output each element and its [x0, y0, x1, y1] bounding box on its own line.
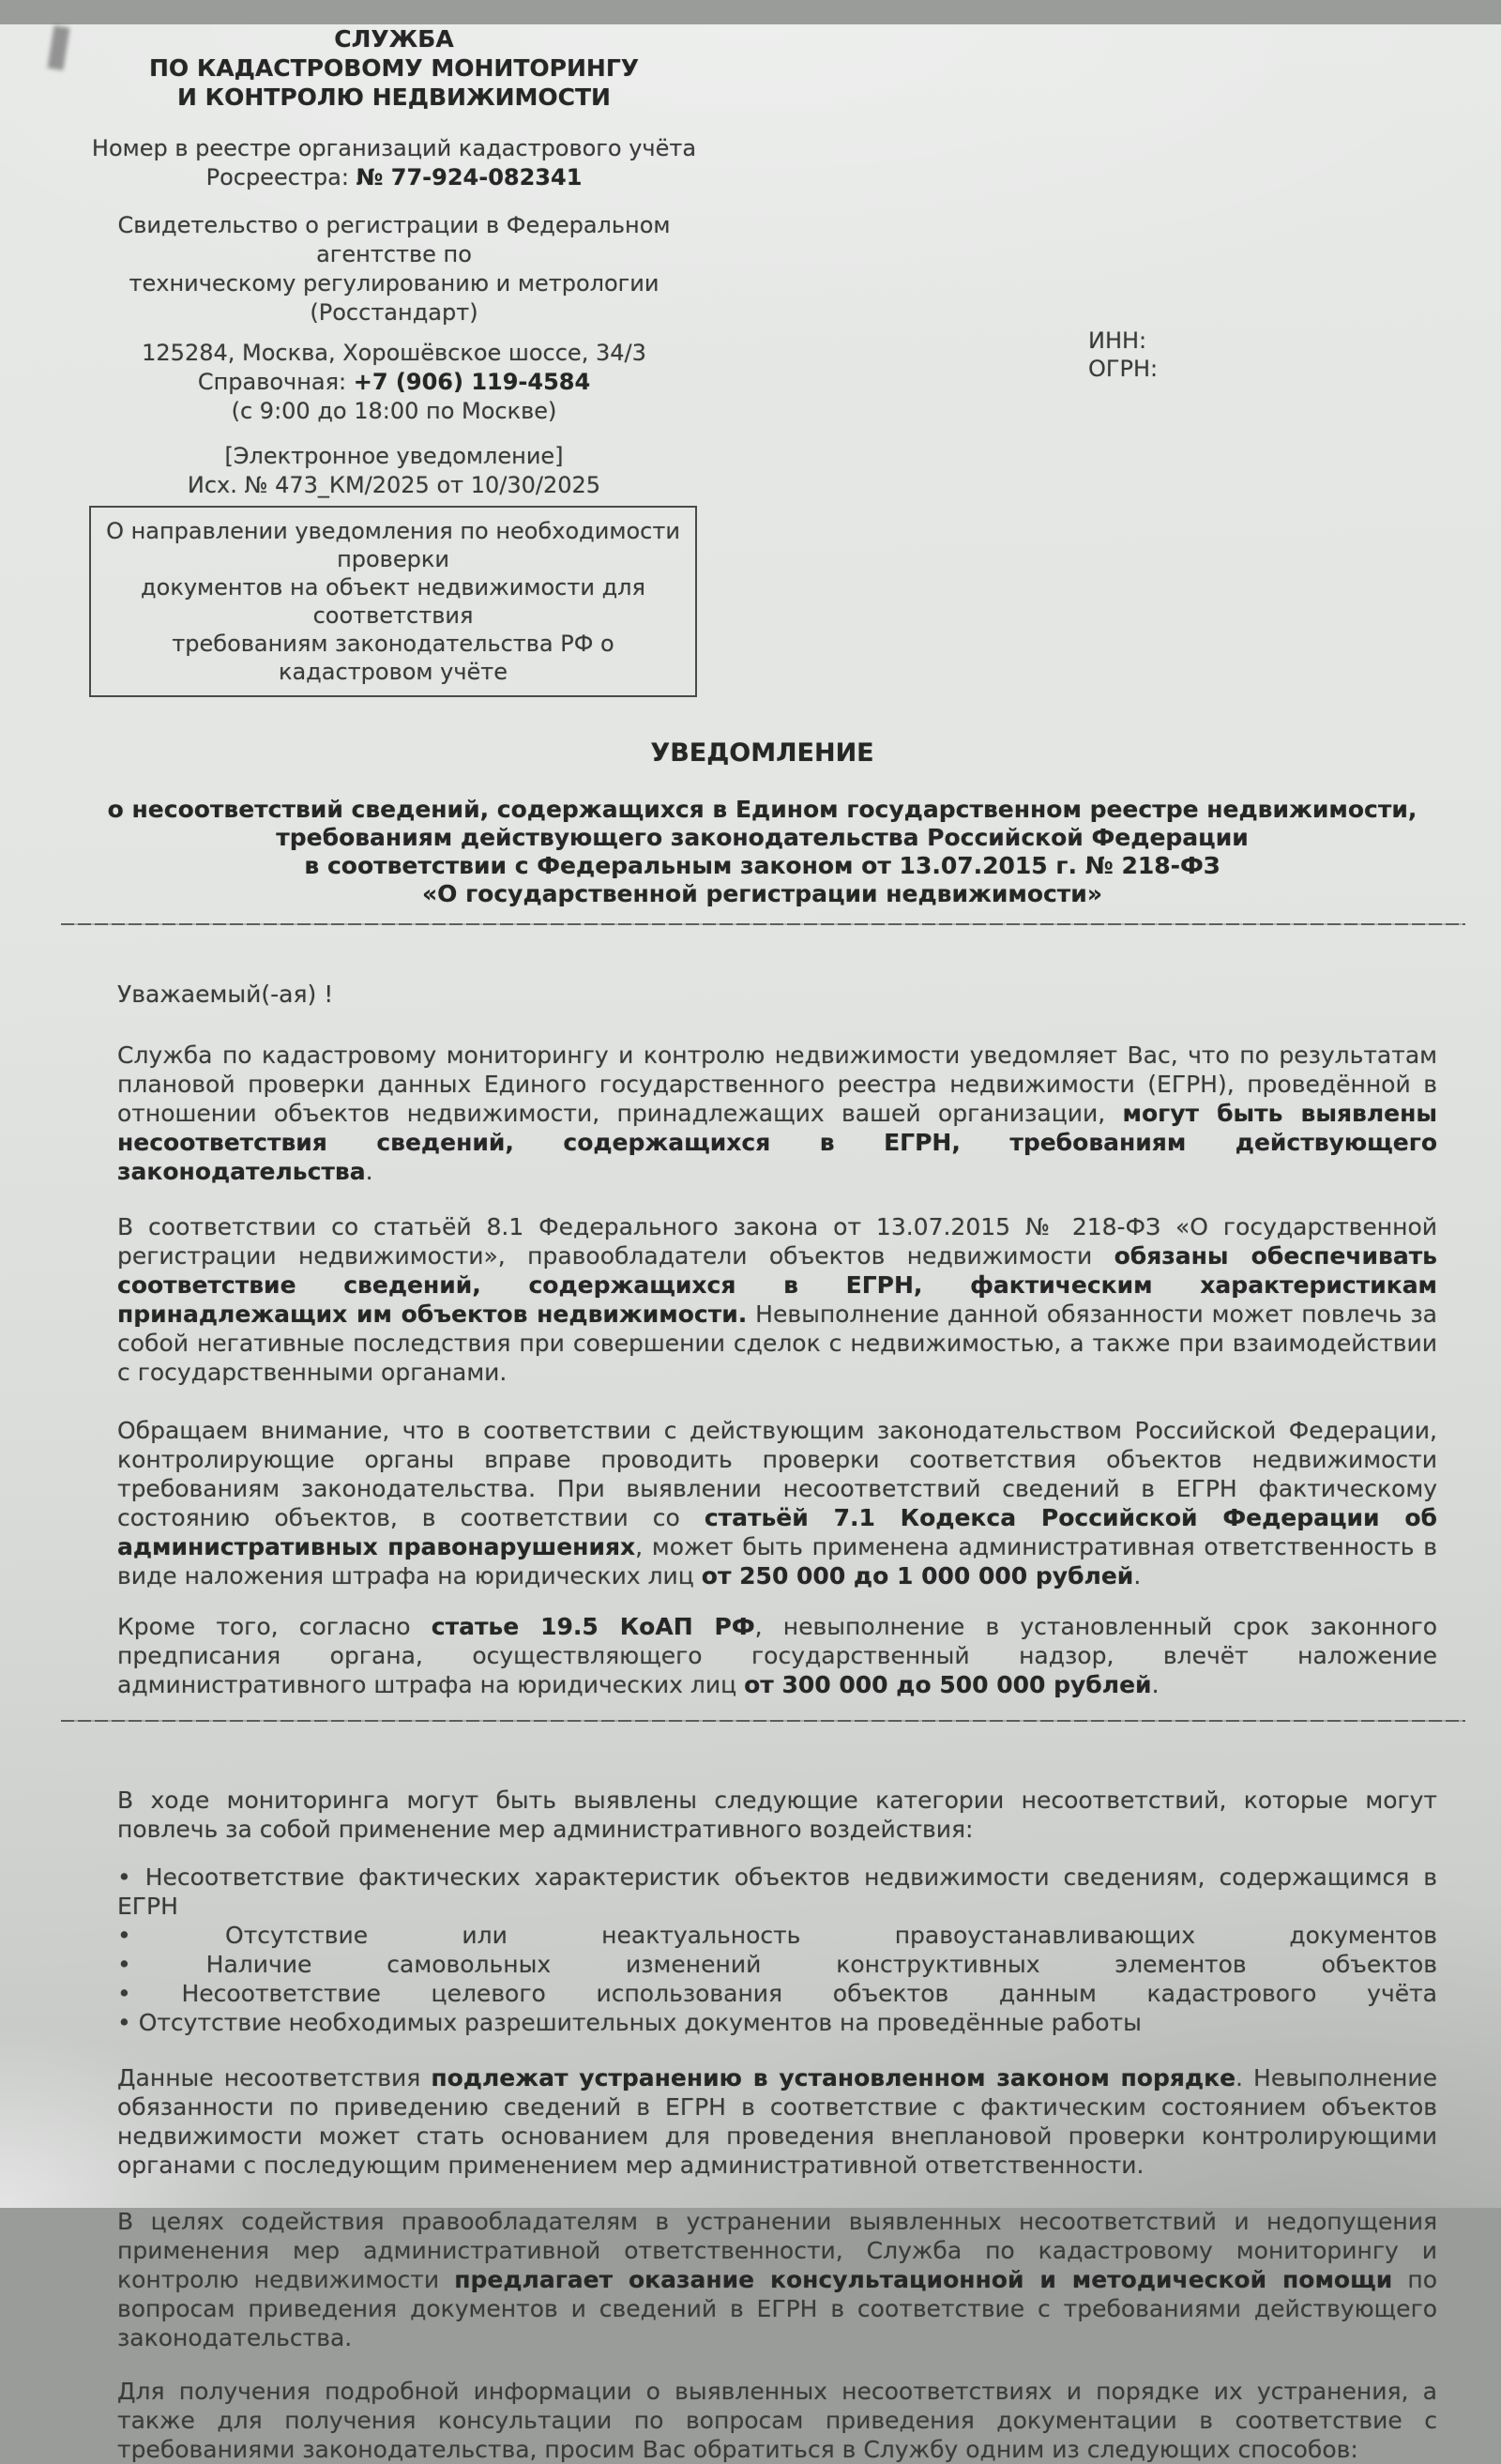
doc-subtitle [61, 796, 1463, 908]
notice-meta [80, 442, 708, 500]
text-run: Невыполнение данной обязанности может повлечь за собой негативные последствия при совершении сделок с недвижимостью, а также при взаимодействии с государственными органами. [117, 1300, 1437, 1386]
ogrn-label: ОГРН: [1088, 356, 1159, 382]
divider-top [61, 923, 1465, 925]
text-line: СЛУЖБА [334, 25, 454, 53]
text-line: требованиям действующего законодательства Российской Федерации [276, 824, 1249, 851]
bullet-item: • Несоответствие фактических характеристик объектов недвижимости сведениям, содержащимся в ЕГРН [117, 1863, 1437, 1920]
text-run: В ходе мониторинга могут быть выявлены следующие категории несоответствий, которые могут повлечь за собой применение мер административного воздействия: [117, 1787, 1437, 1843]
bullet-item: • Отсутствие необходимых разрешительных документов на проведённые работы [117, 2009, 1142, 2036]
text-run: Данные несоответствия [117, 2064, 432, 2091]
text-run: В целях содействия правообладателям в устранении выявленных несоответствий и недопущения применения мер административной ответственности, Служба по кадастровому мониторингу и контролю недвижимости [117, 2208, 1437, 2293]
bold-text-run: могут быть выявлены несоответствия сведений, содержащихся в ЕГРН, требованиям действующего законодательства [117, 1100, 1437, 1185]
text-run: Обращаем внимание, что в соответствии с действующим законодательством Российской Федерации, контролирующие органы вправе проводить проверки соответствия объектов недвижимости требованиям законодательства. При выявлении несоответствий сведений в ЕГРН фактическому состоянию объектов, в соответствии со [117, 1417, 1437, 1531]
registry-number [80, 163, 708, 192]
text-run: Служба по кадастровому мониторингу и контролю недвижимости уведомляет Вас, что по результатам плановой проверки данных Единого государственного реестра недвижимости (ЕГРН), проведённой в отношении объектов недвижимости, принадлежащих вашей организации, [117, 1042, 1437, 1127]
bold-text-run: статье 19.5 КоАП РФ [431, 1613, 755, 1640]
registry-line: Номер в реестре организаций кадастрового учёта [91, 135, 697, 161]
company-codes [1088, 327, 1158, 383]
org-name [80, 24, 708, 112]
bullet-item: • Несоответствие целевого использования объектов данным кадастрового учёта [117, 1980, 1437, 2007]
paragraph-monitoring-intro [117, 1786, 1437, 1844]
paragraph-remediation [117, 2063, 1437, 2180]
bullet-item: • Отсутствие или неактуальность правоустанавливающих документов [117, 1922, 1437, 1949]
scanned-letter-page [0, 24, 1501, 2463]
registry-block [80, 134, 708, 192]
paragraph-law-218fz [117, 1212, 1437, 1387]
bold-text-run: обязаны обеспечивать соответствие сведений, содержащихся в ЕГРН, фактическим характеристикам принадлежащих им объектов недвижимости. [117, 1242, 1437, 1328]
text-run: . [365, 1158, 373, 1185]
bold-text-run: статьёй 7.1 Кодекса Российской Федерации об административных правонарушениях [117, 1504, 1437, 1560]
bold-text-run: предлагает оказание консультационной и методической помощи [454, 2266, 1393, 2293]
text-run: , может быть применена административная ответственность в виде наложения штрафа на юридических лиц [117, 1533, 1437, 1589]
text-run: . [1133, 1562, 1142, 1589]
text-run: Кроме того, согласно [117, 1613, 432, 1640]
inn-label: ИНН: [1088, 327, 1147, 354]
text-run: , невыполнение в установленный срок законного предписания органа, осуществляющего государственный надзор, влечёт наложение административного штрафа на юридических лиц [117, 1613, 1437, 1698]
letterhead [80, 24, 708, 697]
text-line: О направлении уведомления по необходимости проверки [106, 518, 680, 572]
paragraph-fines-19-5 [117, 1612, 1437, 1699]
text-line: ПО КАДАСТРОВОМУ МОНИТОРИНГУ [148, 54, 640, 82]
text-line: в соответствии с Федеральным законом от 13.07.2015 г. № 218-ФЗ [304, 852, 1221, 879]
bold-text-run: подлежат устранению в установленном законом порядке [431, 2064, 1236, 2091]
paragraph-notification [117, 1041, 1437, 1186]
registry-label: Росреестра: [205, 164, 356, 190]
phone-label: Справочная: [197, 369, 354, 395]
text-line: Свидетельство о регистрации в Федеральном агентстве по [117, 212, 671, 267]
greeting: Уважаемый(-ая) ! [117, 981, 334, 1008]
text-line: о несоответствий сведений, содержащихся в Едином государственном реестре недвижимости, [107, 796, 1418, 823]
text-run: . Невыполнение обязанности по приведению сведений в ЕГРН в соответствие с фактическим состоянием объектов недвижимости может стать основанием для проведения внеплановой проверки контролирующими органами с последующим применением мер административной ответственности. [117, 2064, 1437, 2179]
phone-number: +7 (906) 119-4584 [353, 369, 591, 395]
text-run: В соответствии со статьёй 8.1 Федерального закона от 13.07.2015 № 218-ФЗ «О государственной регистрации недвижимости», правообладатели объектов недвижимости [117, 1213, 1437, 1270]
working-hours: (с 9:00 до 18:00 по Москве) [231, 398, 557, 424]
text-run: по вопросам приведения документов и сведений в ЕГРН в соответствие с требованиями действующего законодательства. [117, 2266, 1438, 2351]
paragraph-fines-7-1 [117, 1416, 1437, 1590]
paragraph-assistance-offer [117, 2207, 1437, 2352]
text-line: требованиям законодательства РФ о кадастровом учёте [172, 631, 614, 685]
address-block [80, 339, 708, 426]
bullet-item: • Наличие самовольных изменений конструктивных элементов объектов [117, 1951, 1437, 1978]
certificate-note [80, 211, 708, 327]
scan-artifact [48, 25, 70, 70]
text-line: документов на объект недвижимости для соответствия [141, 574, 645, 629]
paragraph-contact-intro [117, 2377, 1437, 2464]
text-line: «О государственной регистрации недвижимости» [422, 880, 1102, 907]
phone-line [80, 368, 708, 397]
registry-number-value: № 77-924-082341 [356, 164, 583, 190]
postal-address: 125284, Москва, Хорошёвское шоссе, 34/3 [142, 340, 646, 366]
bold-text-run: от 300 000 до 500 000 рублей [744, 1671, 1152, 1698]
letter-body [0, 980, 1501, 2464]
bold-text-run: от 250 000 до 1 000 000 рублей [701, 1562, 1134, 1589]
divider-middle [61, 1720, 1465, 1722]
text-run: . [1151, 1671, 1160, 1698]
notice-channel: [Электронное уведомление] [224, 443, 564, 469]
bullet-list [117, 1863, 1437, 2037]
text-line: И КОНТРОЛЮ НЕДВИЖИМОСТИ [177, 84, 611, 111]
outgoing-ref: Исх. № 473_КМ/2025 от 10/30/2025 [187, 472, 601, 498]
doc-title: УВЕДОМЛЕНИЕ [650, 738, 874, 768]
text-line: техническому регулированию и метрологии (Росстандарт) [129, 270, 660, 326]
subject-box [89, 506, 697, 697]
text-run: Для получения подробной информации о выявленных несоответствиях и порядке их устранения, а также для получения консультации по вопросам приведения документации в соответствие с требованиями законодательства, просим Вас обратиться в Службу одним из следующих способов: [117, 2378, 1437, 2463]
